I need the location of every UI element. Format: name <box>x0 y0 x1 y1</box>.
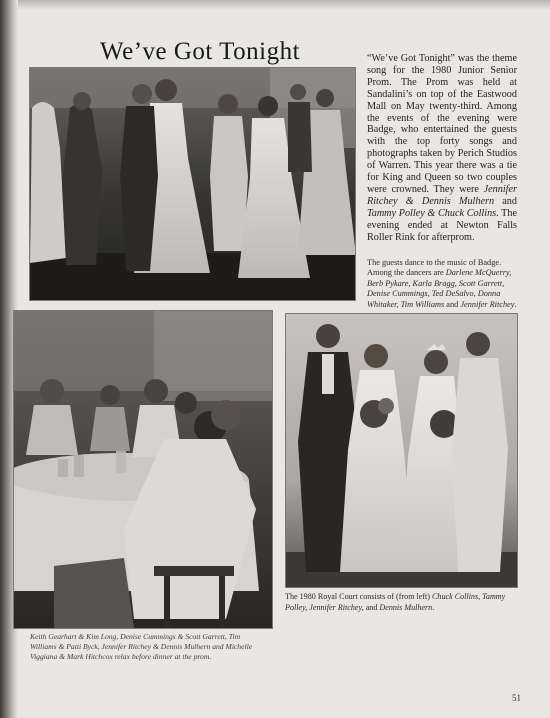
caption-dancers <box>367 258 519 310</box>
photo-dinner-table-image <box>14 311 272 628</box>
caption-dancers-end: . <box>514 299 517 309</box>
page-number: 51 <box>512 693 521 703</box>
page-top-shadow <box>0 0 550 10</box>
photo-royal-court <box>286 314 517 587</box>
caption-dancers-joiner: and <box>444 299 461 309</box>
page-title: We’ve Got Tonight <box>100 38 301 65</box>
caption-royal-court-end: . <box>432 602 435 612</box>
photo-royal-court-image <box>286 314 517 587</box>
caption-dancers-lead: The guests dance to the music of Badge. Among the dancers are <box>367 258 502 278</box>
photo-dancing-couples-image <box>30 68 355 300</box>
photo-dancing-couples <box>30 68 355 300</box>
article-body-joiner: and <box>494 195 517 207</box>
caption-royal-court-joiner: and <box>363 602 380 612</box>
caption-royal-court-last-name: Dennis Mulhern <box>379 602 433 612</box>
article-body <box>367 53 517 244</box>
king-queen-couple-2: Tammy Polley & Chuck Collins <box>367 207 497 219</box>
article-body-intro: “We’ve Got Tonight” was the theme song for the 1980 Junior Senior Prom. The Prom was held at Sandalini’s on top of the Eastwood Mall on May twenty-third. Among the events of the evening were Badge, who entertained the guests with the top forty songs and photographs taken by Perich Studios of Warren. This year there was a tie for King and Queen so two couples were crowned. They were <box>367 53 517 195</box>
photo-dinner-table <box>14 311 272 628</box>
caption-royal-court-names: Chuck Collins, Tammy Polley, Jennifer Ritchey, <box>285 592 506 612</box>
article-body-end: . The evening ended at Newton Falls Roller Rink for afterprom. <box>367 207 518 243</box>
king-queen-couple-1: Jennifer Ritchey & Dennis Mulhern <box>367 183 517 207</box>
caption-dancers-names: Darlene McQuerry, Berb Pykare, Karla Bragg, Scott Garrett, Denise Cummings, Ted DeSalvo, Donna Whitaker, Tim Williams <box>367 268 512 309</box>
caption-dinner: Keith Gearhart & Kim Long, Denise Cummings & Scott Garrett, Tim Williams & Patti Byck, Jennifer Ritchey & Dennis Mulhern and Michelle Viggiana & Mark Hitchcox relax before dinner at the prom. <box>30 632 253 662</box>
caption-royal-court-lead: The 1980 Royal Court consists of (from left) <box>285 592 433 601</box>
caption-dancers-last-name: Jennifer Ritchey <box>460 299 515 309</box>
caption-royal-court <box>285 592 517 613</box>
